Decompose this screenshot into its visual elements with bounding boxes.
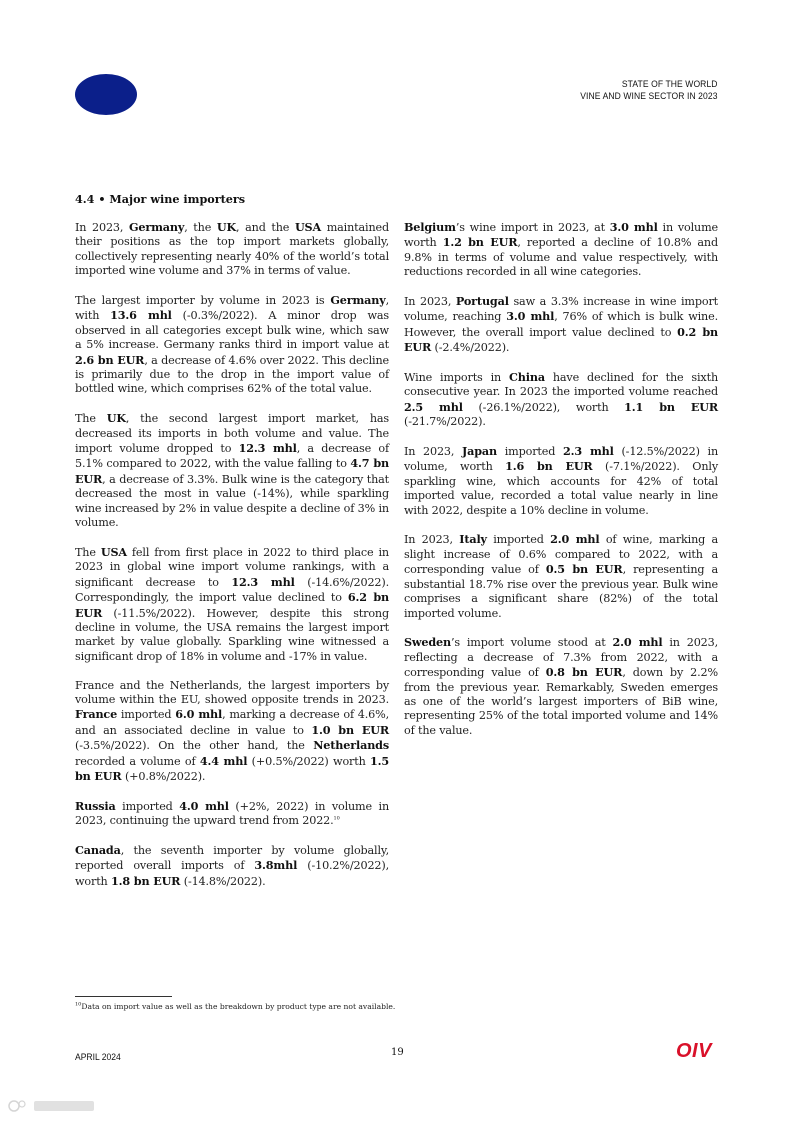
bold-term: 0.5 bn EUR (545, 562, 623, 577)
bold-term: 4.0 mhl (179, 798, 229, 813)
bold-term: 4.4 mhl (199, 753, 248, 768)
paragraph: The UK, the second largest import market, has decreased its imports in both volume and value. The import volume dropped to 12.3 mhl, a decrease of 5.1% compared to 2022, with the value falling to 4.7 bn EUR, a decrease of 3.3%. Bulk wine is the category that decreased the most in value (-14%), while sparkling wine increased by 2% in value despite a decline of 3% in volume. (75, 411, 390, 530)
bold-term: Italy (459, 532, 487, 547)
paragraph: In 2023, Japan imported 2.3 mhl (-12.5%/2022) in volume, worth 1.6 bn EUR (-7.1%/2022). Only sparkling wine, which accounts for 42% of total imported value, recorded a total value nearly in line with 2022, despite a 10% decline in volume. (404, 444, 718, 517)
bold-term: Sweden (404, 635, 452, 650)
bold-term: USA (294, 220, 322, 234)
bold-term: 1.6 bn EUR (505, 459, 593, 474)
footnote-mark: 10 (75, 1001, 82, 1008)
bold-term: 2.0 mhl (550, 532, 600, 547)
footnote-text: Data on import value as well as the breakdown by product type are not available. (81, 1002, 396, 1011)
bold-term: 12.3 mhl (231, 574, 295, 589)
paragraph: Canada, the seventh importer by volume globally, reported overall imports of 3.8mhl (-10.2%/2022), worth 1.8 bn EUR (-14.8%/2022). (75, 842, 389, 888)
bold-term: 13.6 mhl (110, 308, 172, 323)
bold-term: UK (216, 220, 237, 234)
oval-logo-icon (75, 74, 137, 115)
header-line-1: STATE OF THE WORLD (622, 79, 718, 90)
bold-term: Belgium (404, 220, 456, 234)
bold-term: Japan (462, 444, 498, 459)
bold-term: France (75, 707, 118, 722)
bold-term: 1.0 bn EUR (311, 722, 389, 737)
paragraph: Wine imports in China have declined for the sixth consecutive year. In 2023 the imported volume reached 2.5 mhl (-26.1%/2022), worth 1.1 bn EUR (-21.7%/2022). (404, 370, 718, 429)
bold-term: 1.5 bn EUR (75, 753, 390, 783)
watermark-icon (6, 1095, 106, 1117)
paragraph: Sweden’s import volume stood at 2.0 mhl in 2023, reflecting a decrease of 7.3% from 2022, with a corresponding value of 0.8 bn EUR, down by 2.2% from the previous year. Remarkably, Sweden emerges as one of the world’s largest importers of BiB wine, representing 25% of the total imported volume and 14% of the value. (404, 635, 719, 737)
page-number: 19 (391, 1047, 404, 1058)
bold-term: 3.0 mhl (609, 220, 658, 234)
paragraph: The largest importer by volume in 2023 is Germany, with 13.6 mhl (-0.3%/2022). A minor drop was observed in all categories except bulk wine, which saw a 5% increase. Germany ranks third in import value at 2.6 bn EUR, a decrease of 4.6% over 2022. This decline is primarily due to the drop in the import value of bottled wine, which comprises 62% of the total value. (75, 293, 389, 396)
bold-term: USA (100, 544, 127, 559)
paragraph: In 2023, Italy imported 2.0 mhl of wine, marking a slight increase of 0.6% compared to 2022, with a corresponding value of 0.5 bn EUR, representing a substantial 18.7% rise over the previous year. Bulk wine comprises a significant share (82%) of the total imported volume. (404, 532, 719, 620)
bold-term: 1.2 bn EUR (442, 235, 518, 250)
bold-term: Russia (75, 798, 116, 813)
bold-term: Canada (75, 842, 121, 857)
bold-term: 6.2 bn EUR (75, 590, 389, 620)
paragraph: France and the Netherlands, the largest importers by volume within the EU, showed opposite trends in 2023. France imported 6.0 mhl, marking a decrease of 4.6%, and an associated decline in value to 1.0 bn EUR (-3.5%/2022). On the other hand, the Netherlands recorded a volume of 4.4 mhl (+0.5%/2022) worth 1.5 bn EUR (+0.8%/2022). (75, 678, 390, 783)
bold-term: 2.6 bn EUR (75, 352, 145, 367)
left-column (75, 220, 389, 904)
document-header (581, 79, 718, 103)
bold-term: 2.0 mhl (612, 635, 663, 650)
oiv-logo: OIV (676, 1040, 712, 1062)
bold-term: China (509, 370, 545, 385)
bold-term: Germany (128, 220, 185, 234)
section-title: 4.4 • Major wine importers (75, 192, 246, 206)
paragraph: The USA fell from first place in 2022 to third place in 2023 in global wine import volume rankings, with a significant decrease to 12.3 mhl (-14.6%/2022). Correspondingly, the import value declined to 6.2 bn EUR (-11.5%/2022). However, despite this strong decline in volume, the USA remains the largest import market by value globally. Sparkling wine witnessed a significant drop of 18% in volume and -17% in value. (75, 544, 389, 663)
bold-term: 0.2 bn EUR (404, 324, 718, 355)
bold-term: Portugal (455, 294, 509, 309)
right-column (404, 220, 718, 753)
footer-date: APRIL 2024 (75, 1052, 121, 1063)
bold-term: 1.8 bn EUR (111, 873, 181, 888)
footnote (75, 1002, 395, 1011)
bold-term: 2.3 mhl (562, 444, 614, 459)
header-line-2: VINE AND WINE SECTOR IN 2023 (580, 91, 718, 102)
bold-term: 2.5 mhl (404, 399, 463, 414)
bold-term: 6.0 mhl (175, 707, 223, 722)
paragraph: In 2023, Germany, the UK, and the USA maintained their positions as the top import markets globally, collectively representing nearly 40% of the world’s total imported wine volume and 37% in terms of value. (75, 220, 390, 278)
bold-term: 3.8mhl (254, 858, 298, 873)
bold-term: Germany (330, 293, 386, 308)
paragraph: Belgium’s wine import in 2023, at 3.0 mhl in volume worth 1.2 bn EUR, reported a decline of 10.8% and 9.8% in terms of volume and value respectively, with reductions recorded in all wine categories. (404, 220, 719, 279)
footnote-reference: 10 (333, 815, 340, 822)
paragraph: Russia imported 4.0 mhl (+2%, 2022) in volume in 2023, continuing the upward trend from 2022.10 (75, 798, 389, 828)
bold-term: 1.1 bn EUR (624, 399, 718, 414)
bold-term: 3.0 mhl (506, 309, 555, 324)
bold-term: Netherlands (313, 738, 389, 753)
bold-term: UK (106, 411, 126, 426)
footnote-divider (75, 996, 172, 997)
bold-term: 0.8 bn EUR (545, 665, 623, 680)
bold-term: 12.3 mhl (238, 441, 297, 456)
bold-term: 4.7 bn EUR (75, 456, 390, 486)
paragraph: In 2023, Portugal saw a 3.3% increase in wine import volume, reaching 3.0 mhl, 76% of which is bulk wine. However, the overall import value declined to 0.2 bn EUR (-2.4%/2022). (404, 294, 718, 355)
